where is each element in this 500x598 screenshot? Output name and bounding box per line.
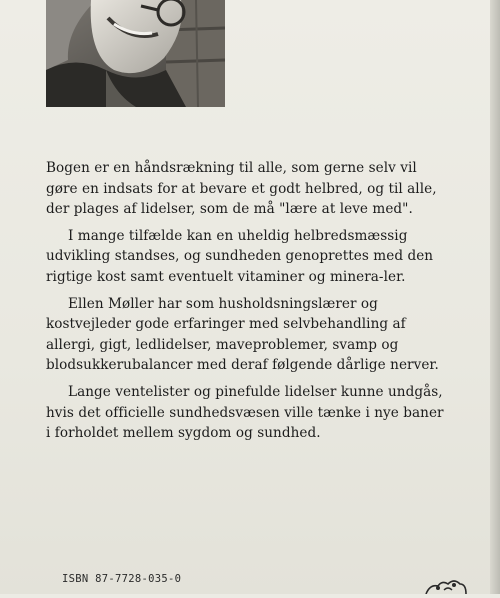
book-description <box>46 158 446 450</box>
paragraph-closing: Lange ventelister og pinefulde lidelser kunne undgås, hvis det officielle sundhedsvæsen ville tænke i nye baner i forholdet mellem sygdom og sundhed. <box>46 383 444 442</box>
author-portrait-icon <box>46 0 225 107</box>
paragraph-intro: Bogen er en håndsrækning til alle, som gerne selv vil gøre en indsats for at bevare et godt helbred, og til alle, der plages af lidelser, som de må "lære at leve med". <box>46 160 437 218</box>
paragraph-health: I mange tilfælde kan en uheldig helbredsmæssig udvikling standses, og sundheden genoprettes med den rigtige kost samt eventuelt vitaminer og minera-ler. <box>46 227 434 285</box>
isbn-number: ISBN 87-7728-035-0 <box>62 573 182 585</box>
publisher-logo-icon <box>424 576 468 594</box>
paragraph-author: Ellen Møller har som husholdsningslærer og kostvejleder gode erfaringer med selvbehandling af allergi, gigt, ledlidelser, maveproblemer, svamp og blodsukkerubalancer med deraf følgende dårlige nerver. <box>46 295 439 374</box>
author-photo <box>46 0 225 107</box>
publisher-logo <box>424 576 468 594</box>
page-edge <box>490 0 500 594</box>
